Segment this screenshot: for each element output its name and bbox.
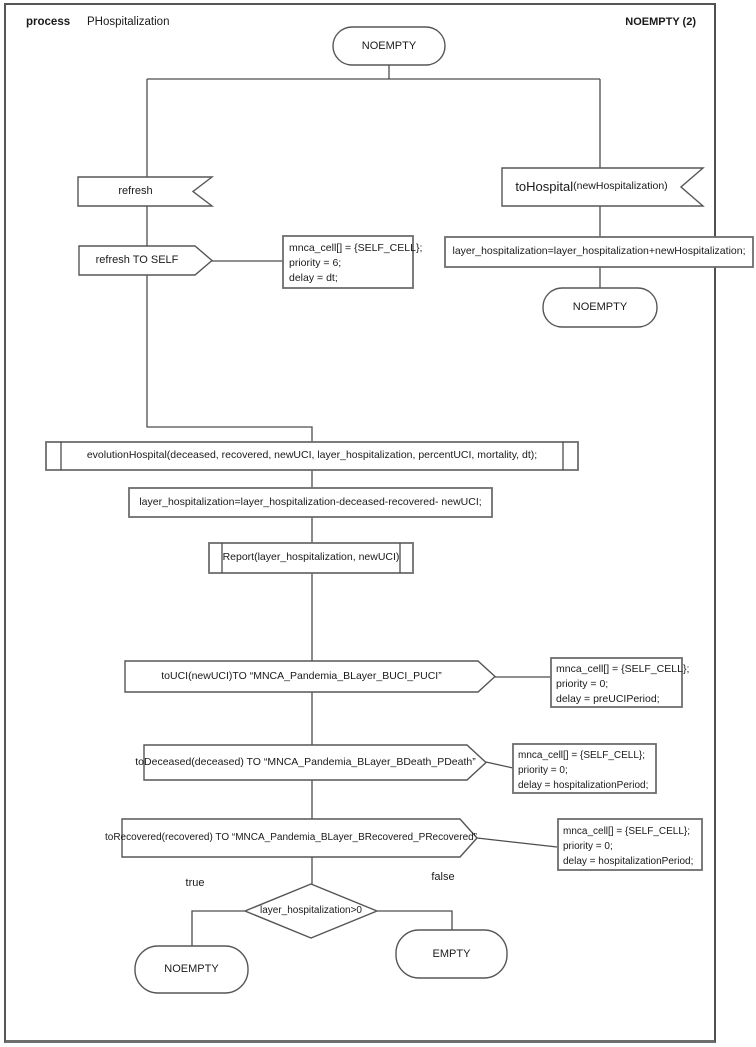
tohospital-name: toHospital [515, 178, 574, 194]
annotation-line: priority = 0; [556, 678, 609, 690]
send-refresh-to-self-label: refresh TO SELF [95, 254, 179, 267]
state-indicator: NOEMPTY (2) [625, 16, 696, 28]
send-torecovered-label: toRecovered(recovered) TO “MNCA_Pandemia_BLayer_BRecovered_PRecovered” [104, 832, 478, 844]
annotation-line: mnca_cell[] = {SELF_CELL}; [518, 750, 646, 761]
annotation-torecovered-text [563, 824, 693, 869]
process-keyword: process [26, 16, 71, 28]
annotation-line: mnca_cell[] = {SELF_CELL}; [289, 242, 423, 254]
decision-false-label: false [431, 870, 455, 883]
receive-refresh-label: refresh [118, 185, 153, 198]
annotation-line: delay = dt; [289, 272, 338, 284]
action-hospital-assign-label: layer_hospitalization=layer_hospitalization+newHospitalization; [452, 245, 746, 258]
call-evolution-label: evolutionHospital(deceased, recovered, newUCI, layer_hospitalization, percentUCI, mortality, dt); [86, 449, 538, 462]
annotation-line: delay = preUCIPeriod; [556, 693, 660, 705]
decision-condition-label: layer_hospitalization>0 [259, 905, 362, 917]
annotation-line: priority = 0; [518, 765, 568, 776]
state-start-label: NOEMPTY [361, 39, 417, 52]
tohospital-args: (newHospitalization) [573, 180, 668, 193]
send-todeceased-label: toDeceased(deceased) TO “MNCA_Pandemia_BLayer_BDeath_PDeath” [135, 755, 476, 768]
action-hospital-update-label: layer_hospitalization=layer_hospitalization-deceased-recovered- newUCI; [139, 495, 482, 508]
send-touci-label: toUCI(newUCI)TO “MNCA_Pandemia_BLayer_BUCI_PUCI” [161, 669, 442, 682]
state-true-end-label: NOEMPTY [164, 963, 219, 976]
annotation-line: mnca_cell[] = {SELF_CELL}; [556, 663, 690, 675]
annotation-line: delay = hospitalizationPeriod; [563, 856, 694, 867]
annotation-line: delay = hospitalizationPeriod; [518, 780, 649, 791]
annotation-todeceased-text [518, 748, 648, 793]
annotation-refresh-text [289, 241, 422, 286]
process-name: PHospitalization [87, 16, 170, 28]
state-false-end-label: EMPTY [432, 947, 471, 960]
decision-true-label: true [185, 876, 205, 889]
annotation-line: priority = 6; [289, 257, 342, 269]
annotation-touci-text [556, 662, 689, 707]
call-report-label: Report(layer_hospitalization, newUCI) [222, 551, 400, 564]
state-hospital-label: NOEMPTY [572, 301, 628, 314]
annotation-line: mnca_cell[] = {SELF_CELL}; [563, 826, 691, 837]
annotation-line: priority = 0; [563, 841, 613, 852]
receive-tohospital-label [502, 168, 681, 206]
